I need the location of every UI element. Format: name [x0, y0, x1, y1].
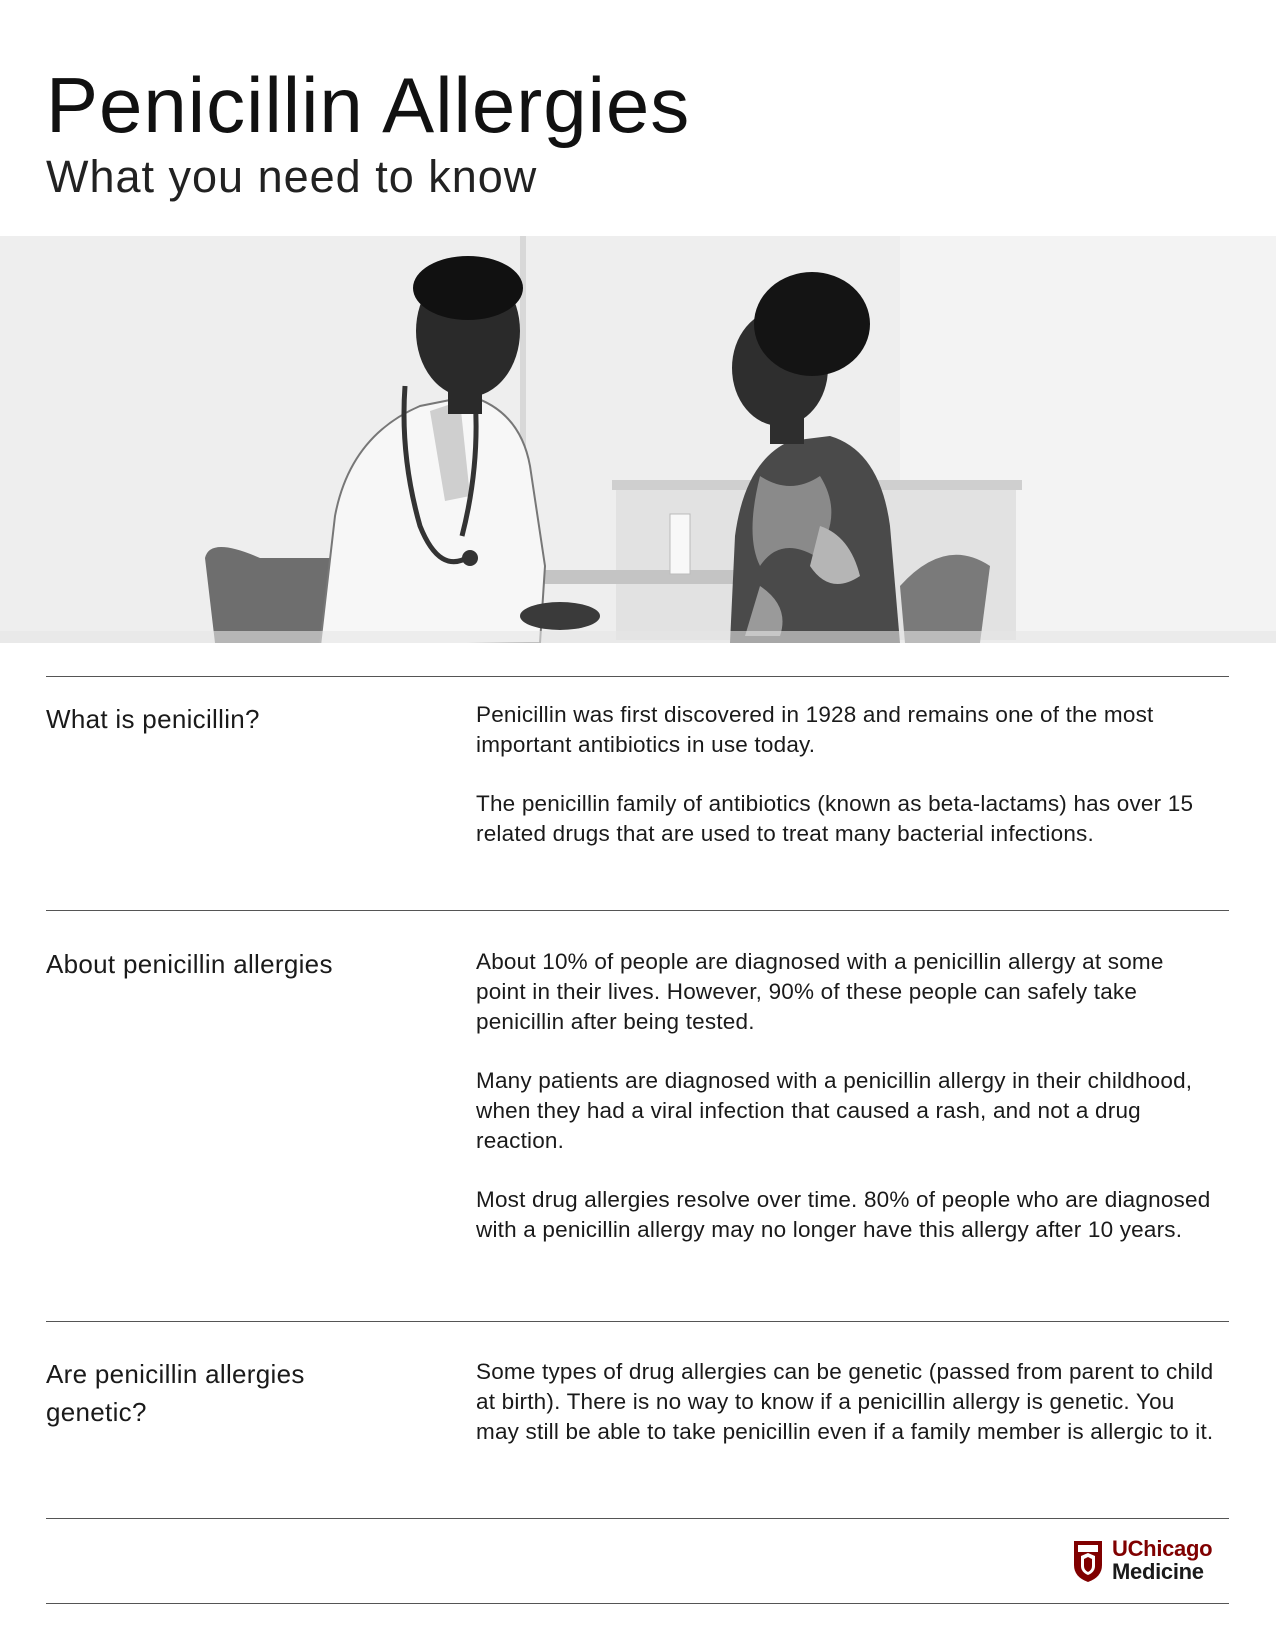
section-body-about-allergies	[476, 947, 1216, 1274]
divider-2	[46, 1321, 1229, 1322]
divider-top	[46, 676, 1229, 677]
divider-1	[46, 910, 1229, 911]
uchicago-medicine-logo	[1072, 1537, 1232, 1587]
paragraph: The penicillin family of antibiotics (known as beta-lactams) has over 15 related drugs that are used to treat many bacterial infections.	[476, 791, 1194, 846]
logo-wordmark-uchicago: UChicago	[1112, 1536, 1213, 1561]
paragraph: Most drug allergies resolve over time. 80% of people who are diagnosed with a penicillin allergy may no longer have this allergy after 10 years.	[476, 1187, 1211, 1242]
university-seal-icon	[1072, 1539, 1104, 1583]
section-body-what-is-penicillin	[476, 700, 1216, 878]
page-subtitle: What you need to know	[46, 151, 538, 202]
paragraph: Many patients are diagnosed with a penicillin allergy in their childhood, when they had a viral infection that caused a rash, and not a drug reaction.	[476, 1068, 1193, 1153]
divider-3	[46, 1518, 1229, 1519]
section-body-genetic	[476, 1357, 1216, 1476]
section-label-what-is-penicillin: What is penicillin?	[46, 704, 260, 734]
divider-bottom	[46, 1603, 1229, 1604]
page-title: Penicillin Allergies	[46, 61, 691, 149]
section-label-genetic: Are penicillin allergies genetic?	[46, 1359, 305, 1427]
paragraph: Some types of drug allergies can be genetic (passed from parent to child at birth). There is no way to know if a penicillin allergy is genetic. You may still be able to take penicillin even if a family member is allergic to it.	[476, 1359, 1214, 1444]
section-label-about-allergies: About penicillin allergies	[46, 949, 333, 979]
paragraph: Penicillin was first discovered in 1928 and remains one of the most important antibiotics in use today.	[476, 702, 1154, 757]
paragraph: About 10% of people are diagnosed with a penicillin allergy at some point in their lives. However, 90% of these people can safely take penicillin after being tested.	[476, 949, 1164, 1034]
logo-wordmark-medicine: Medicine	[1112, 1559, 1204, 1584]
hero-illustration	[0, 236, 1276, 643]
